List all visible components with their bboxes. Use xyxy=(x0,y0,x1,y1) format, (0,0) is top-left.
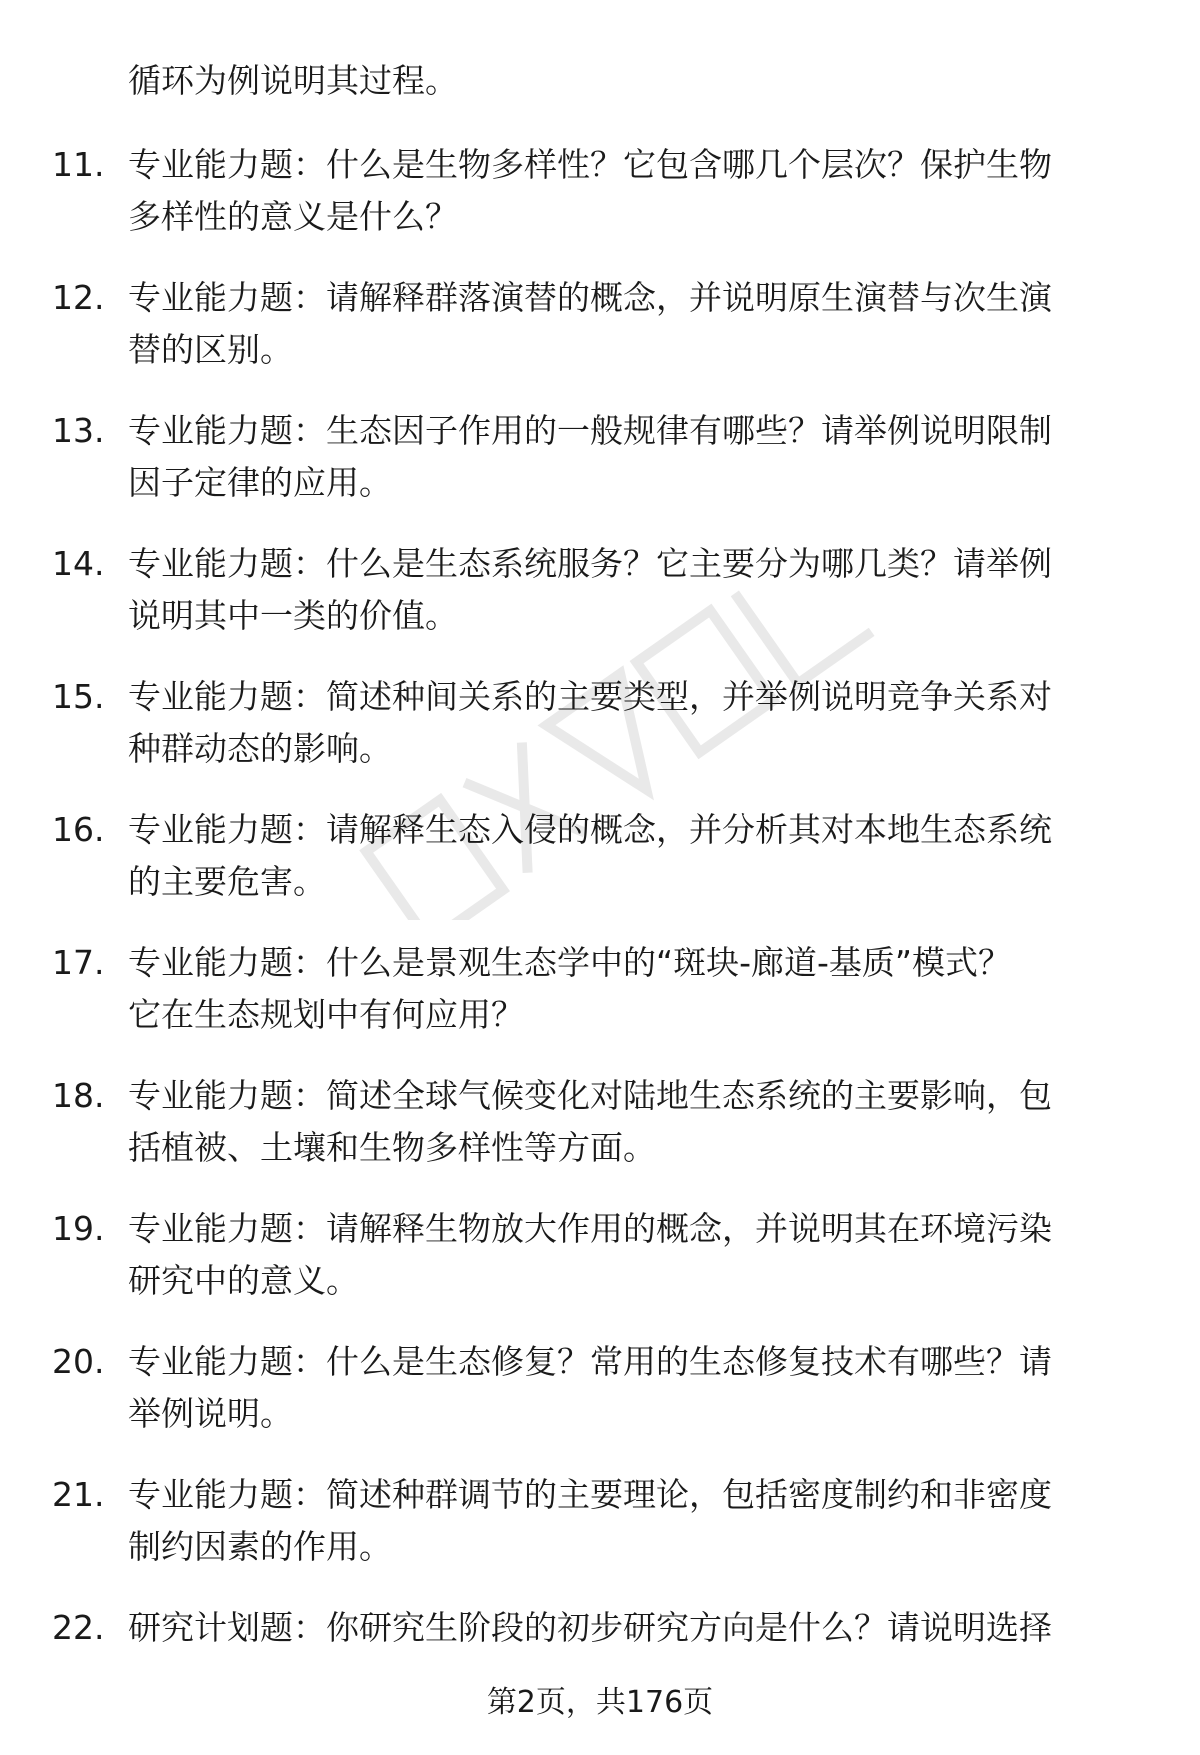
question-text-line: 专业能力题：简述种间关系的主要类型，并举例说明竞争关系对 xyxy=(128,677,1052,716)
question-item xyxy=(0,405,1200,509)
question-number: 11. xyxy=(52,145,105,184)
question-text-line: 种群动态的影响。 xyxy=(128,729,392,768)
question-number: 20. xyxy=(52,1342,105,1381)
question-text-line: 专业能力题：什么是生态修复？常用的生态修复技术有哪些？请 xyxy=(128,1342,1052,1381)
question-number: 21. xyxy=(52,1475,105,1514)
question-text-line: 专业能力题：请解释生物放大作用的概念，并说明其在环境污染 xyxy=(128,1209,1052,1248)
question-number: 12. xyxy=(52,278,105,317)
question-text-line: 它在生态规划中有何应用？ xyxy=(128,995,524,1034)
question-text-line: 说明其中一类的价值。 xyxy=(128,596,458,635)
question-item xyxy=(0,139,1200,243)
question-number: 22. xyxy=(52,1608,105,1647)
question-item xyxy=(0,937,1200,1041)
question-text-line: 制约因素的作用。 xyxy=(128,1527,392,1566)
question-text-line: 研究计划题：你研究生阶段的初步研究方向是什么？请说明选择 xyxy=(128,1608,1052,1647)
question-text-line: 专业能力题：请解释生态入侵的概念，并分析其对本地生态系统 xyxy=(128,810,1052,849)
question-text-line: 多样性的意义是什么？ xyxy=(128,197,458,236)
question-text-line: 替的区别。 xyxy=(128,330,293,369)
question-number: 14. xyxy=(52,544,105,583)
question-text-line: 专业能力题：简述全球气候变化对陆地生态系统的主要影响，包 xyxy=(128,1076,1052,1115)
question-item xyxy=(0,272,1200,376)
question-item xyxy=(0,804,1200,908)
question-text-line: 因子定律的应用。 xyxy=(128,463,392,502)
question-number: 18. xyxy=(52,1076,105,1115)
question-number: 19. xyxy=(52,1209,105,1248)
question-number: 13. xyxy=(52,411,105,450)
question-number: 16. xyxy=(52,810,105,849)
question-item xyxy=(0,671,1200,775)
question-text-line: 专业能力题：简述种群调节的主要理论，包括密度制约和非密度 xyxy=(128,1475,1052,1514)
question-text-line: 专业能力题：生态因子作用的一般规律有哪些？请举例说明限制 xyxy=(128,411,1052,450)
question-text-line: 专业能力题：什么是景观生态学中的“斑块-廊道-基质”模式？ xyxy=(128,943,1012,982)
page-footer: 第2页，共176页 xyxy=(486,1685,714,1720)
question-list xyxy=(0,139,1200,1735)
question-text-line: 专业能力题：什么是生物多样性？它包含哪几个层次？保护生物 xyxy=(128,145,1052,184)
question-text-line: 举例说明。 xyxy=(128,1394,293,1433)
question-item xyxy=(0,1070,1200,1174)
question-text-line: 专业能力题：请解释群落演替的概念，并说明原生演替与次生演 xyxy=(128,278,1052,317)
question-item xyxy=(0,538,1200,642)
question-item xyxy=(0,1203,1200,1307)
question-item xyxy=(0,1336,1200,1440)
question-text-line: 的主要危害。 xyxy=(128,862,326,901)
question-text-line: 研究中的意义。 xyxy=(128,1261,359,1300)
question-item xyxy=(0,1469,1200,1573)
question-number: 17. xyxy=(52,943,105,982)
question-text-line: 专业能力题：什么是生态系统服务？它主要分为哪几类？请举例 xyxy=(128,544,1052,583)
question-text-line: 括植被、土壤和生物多样性等方面。 xyxy=(128,1128,656,1167)
question-number: 15. xyxy=(52,677,105,716)
continuation-text: 循环为例说明其过程。 xyxy=(128,61,458,100)
